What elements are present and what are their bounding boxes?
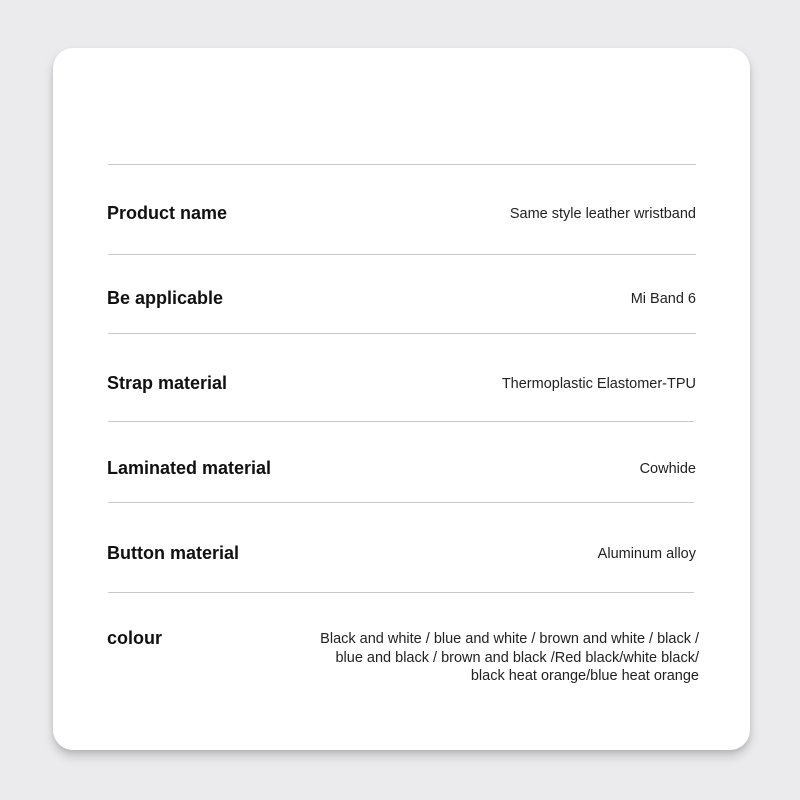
spec-label-strap-material: Strap material	[107, 373, 228, 393]
divider	[108, 254, 696, 255]
spec-label-product-name: Product name	[107, 203, 228, 223]
divider	[108, 592, 694, 593]
spec-value-applicable: Mi Band 6	[630, 291, 696, 307]
spec-value-product-name: Same style leather wristband	[509, 206, 696, 222]
spec-value-colour	[320, 630, 699, 686]
divider	[108, 421, 694, 422]
spec-label-applicable: Be applicable	[107, 288, 224, 308]
colour-line: Black and white / blue and white / brown and white / black /	[320, 631, 699, 647]
spec-value-strap-material: Thermoplastic Elastomer-TPU	[501, 376, 696, 392]
spec-label-colour: colour	[107, 628, 163, 648]
divider	[108, 333, 696, 334]
spec-value-laminated-material: Cowhide	[639, 461, 696, 477]
divider	[108, 164, 696, 165]
colour-line: black heat orange/blue heat orange	[470, 668, 699, 684]
spec-label-button-material: Button material	[107, 543, 240, 563]
divider	[108, 502, 694, 503]
colour-line: blue and black / brown and black /Red black/white black/	[335, 649, 699, 666]
spec-value-button-material: Aluminum alloy	[597, 546, 696, 562]
spec-label-laminated-material: Laminated material	[107, 458, 272, 478]
